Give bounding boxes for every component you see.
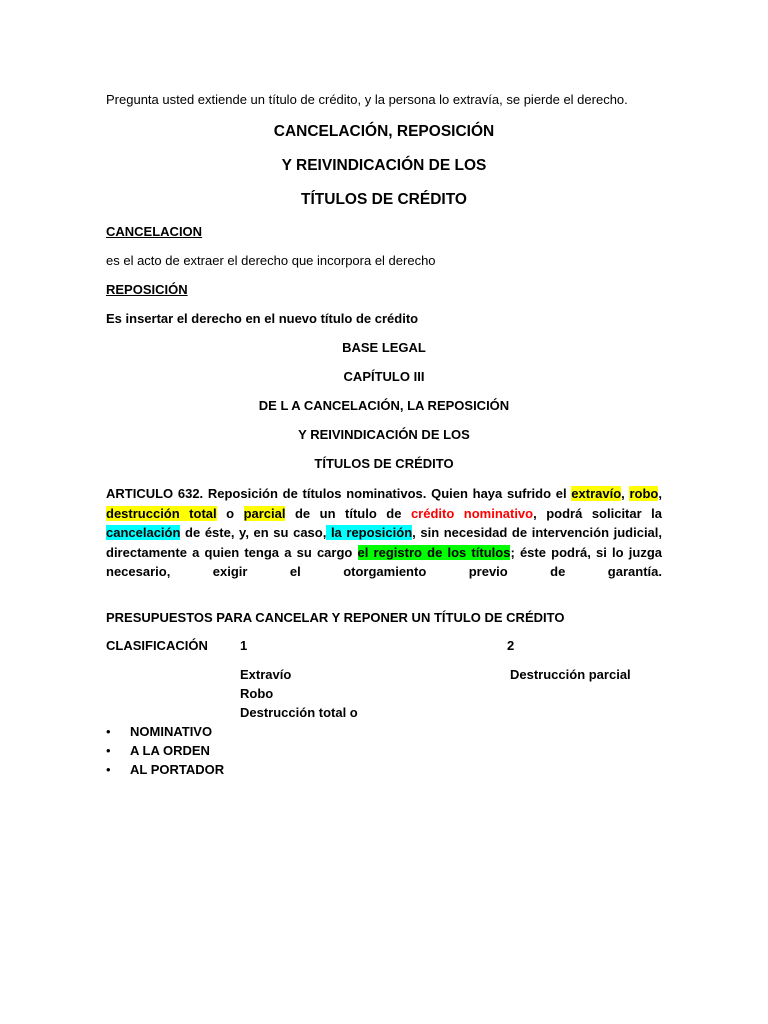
col1-item-destruccion-total: Destrucción total o (240, 705, 358, 720)
article-632-paragraph (106, 484, 662, 582)
article-text: o (216, 505, 244, 521)
highlight-registro-titulos: el registro de los títulos (357, 544, 511, 560)
article-text: ARTICULO 632. Reposición de títulos nominativos. Quien haya sufrido el (106, 486, 572, 501)
capitulo-title-3: TÍTULOS DE CRÉDITO (314, 456, 454, 471)
article-text: , (658, 486, 662, 501)
capitulo-title-2: Y REIVINDICACIÓN DE LOS (298, 427, 470, 442)
presupuestos-heading: PRESUPUESTOS PARA CANCELAR Y REPONER UN TÍTULO DE CRÉDITO (106, 610, 565, 625)
bullet-label: AL PORTADOR (130, 762, 225, 777)
column-1-number: 1 (240, 638, 248, 653)
bullet-icon: • (106, 724, 111, 739)
intro-text: Pregunta usted extiende un título de crédito, y la persona lo extravía, se pierde el derecho. (106, 92, 628, 107)
highlight-la-reposicion: la reposición (326, 525, 413, 540)
reposicion-heading: REPOSICIÓN (106, 282, 188, 297)
capitulo-title-1: DE L A CANCELACIÓN, LA REPOSICIÓN (258, 398, 510, 413)
cancelacion-heading: CANCELACION (106, 224, 203, 239)
col1-item-extravio: Extravío (240, 667, 292, 682)
clasificacion-label: CLASIFICACIÓN (106, 638, 208, 653)
bullet-icon: • (106, 743, 111, 758)
title-line-2: Y REIVINDICACIÓN DE LOS (281, 157, 487, 174)
highlight-robo: robo (629, 486, 659, 501)
col2-item-destruccion-parcial: Destrucción parcial (510, 667, 631, 682)
red-credito-nominativo: crédito nominativo (410, 505, 534, 521)
list-item (106, 762, 224, 778)
article-text: ; éste podrá, si lo juzga necesario, exigir el otorgamiento previo de garantía. (106, 544, 663, 579)
bullet-label: NOMINATIVO (130, 724, 213, 739)
highlight-cancelacion: cancelación (106, 525, 181, 540)
article-text: de un título de (285, 505, 411, 521)
list-item (106, 724, 212, 740)
capitulo-heading: CAPÍTULO III (343, 369, 425, 384)
list-item (106, 743, 210, 759)
article-text: , podrá solicitar la (533, 505, 663, 521)
article-text: , sin necesidad de intervención judicial, directamente a quien tenga a su cargo (106, 525, 663, 560)
bullet-icon: • (106, 762, 111, 777)
article-text: de éste, y, en su caso, (180, 525, 327, 540)
base-legal-heading: BASE LEGAL (342, 340, 426, 355)
reposicion-text: Es insertar el derecho en el nuevo título de crédito (106, 311, 419, 326)
article-text: , (621, 486, 630, 501)
bullet-label: A LA ORDEN (130, 743, 210, 758)
highlight-extravio: extravío (571, 486, 622, 501)
highlight-parcial: parcial (243, 505, 286, 521)
col1-item-robo: Robo (240, 686, 274, 701)
cancelacion-text: es el acto de extraer el derecho que incorpora el derecho (106, 253, 436, 268)
highlight-destruccion-total: destrucción total (106, 505, 217, 521)
title-line-3: TÍTULOS DE CRÉDITO (301, 191, 467, 208)
column-2-number: 2 (507, 638, 515, 653)
title-line-1: CANCELACIÓN, REPOSICIÓN (273, 123, 495, 140)
